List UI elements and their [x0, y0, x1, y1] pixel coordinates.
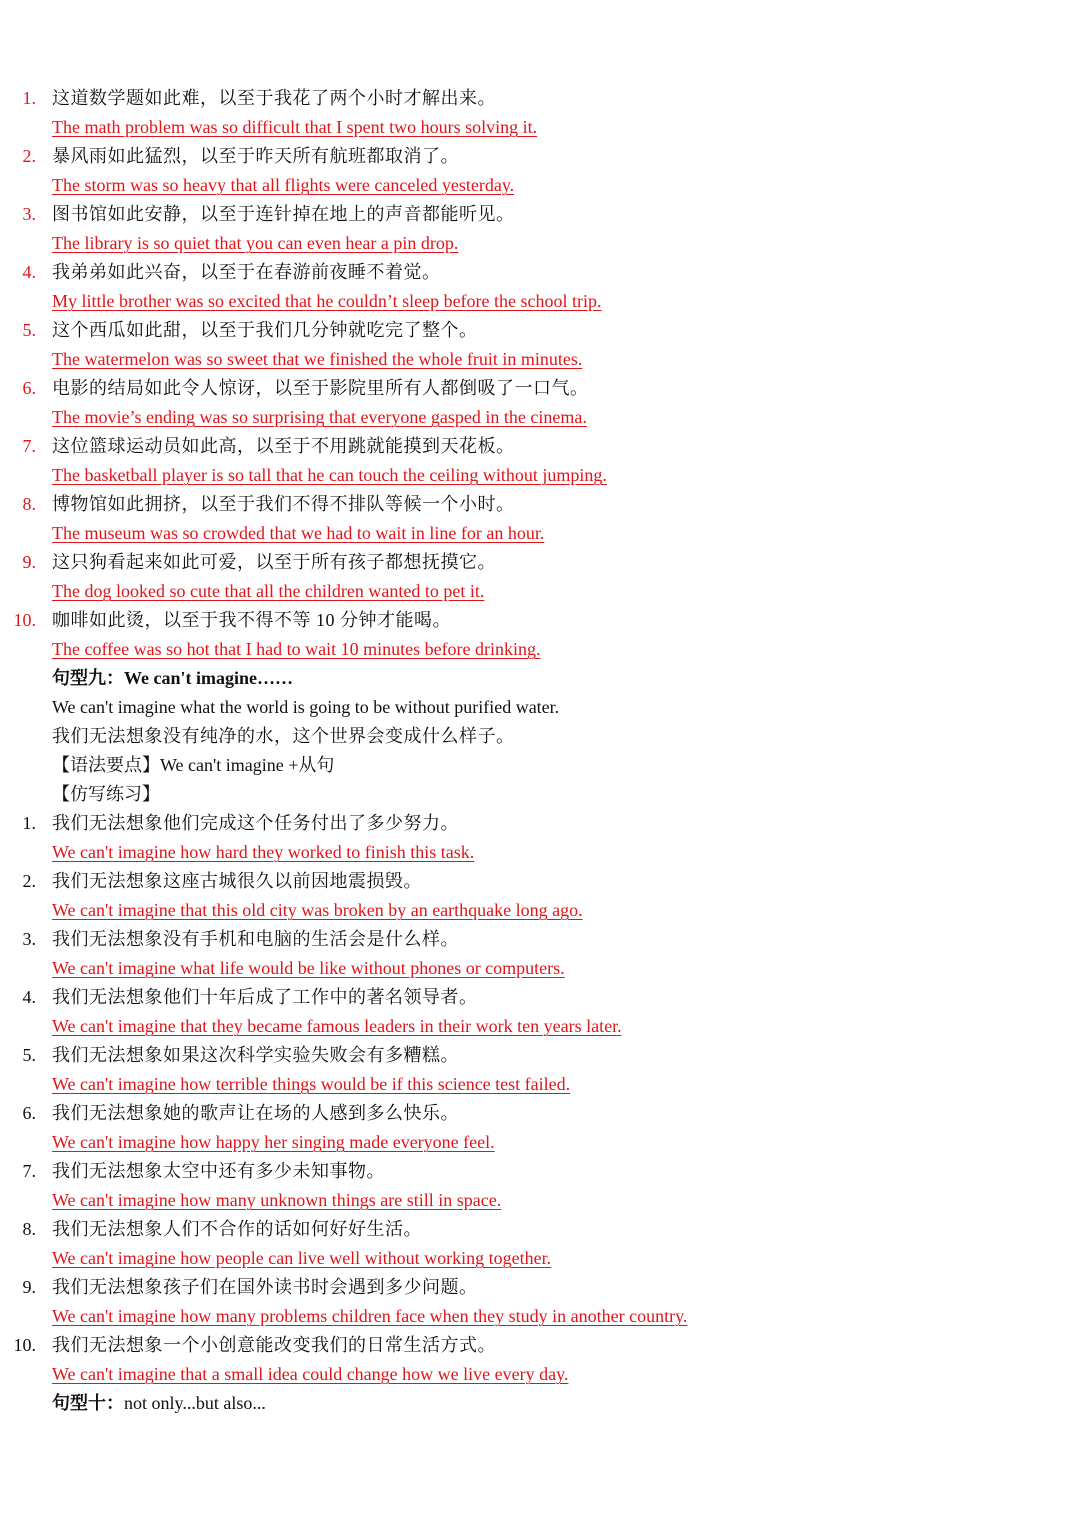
english-answer: The basketball player is so tall that he can touch the ceiling without jumping.: [52, 465, 607, 485]
english-answer: We can't imagine how happy her singing made everyone feel.: [52, 1132, 495, 1152]
list-item: [0, 432, 1080, 461]
list-item: [0, 606, 1080, 635]
answer-row: [0, 1070, 1080, 1099]
chinese-prompt: 这个西瓜如此甜，以至于我们几分钟就吃完了整个。: [52, 320, 478, 340]
answer-row: [0, 1244, 1080, 1273]
english-answer: We can't imagine that they became famous leaders in their work ten years later.: [52, 1016, 622, 1036]
item-number: 3.: [22, 204, 36, 224]
section-10-heading: [0, 1389, 1080, 1418]
section-10-heading-en: not only...but also...: [124, 1393, 266, 1413]
chinese-prompt: 咖啡如此烫，以至于我不得不等 10 分钟才能喝。: [52, 610, 451, 630]
answer-row: [0, 229, 1080, 258]
chinese-prompt: 我们无法想象太空中还有多少未知事物。: [52, 1161, 385, 1181]
list-item: [0, 200, 1080, 229]
list-item: [0, 316, 1080, 345]
answer-row: [0, 838, 1080, 867]
example-sentence-en: We can't imagine what the world is going to be without purified water.: [52, 697, 560, 717]
chinese-prompt: 我们无法想象这座古城很久以前因地震损毁。: [52, 871, 422, 891]
answer-row: [0, 345, 1080, 374]
english-answer: The coffee was so hot that I had to wait 10 minutes before drinking.: [52, 639, 541, 659]
section-9-list: [0, 809, 1080, 1389]
list-item: [0, 867, 1080, 896]
list-item: [0, 809, 1080, 838]
chinese-prompt: 我们无法想象他们完成这个任务付出了多少努力。: [52, 813, 459, 833]
item-number: 2.: [22, 146, 36, 166]
answer-row: [0, 1360, 1080, 1389]
english-answer: The library is so quiet that you can even hear a pin drop.: [52, 233, 459, 253]
english-answer: My little brother was so excited that he couldn’t sleep before the school trip.: [52, 291, 602, 311]
english-answer: The storm was so heavy that all flights were canceled yesterday.: [52, 175, 515, 195]
chinese-prompt: 博物馆如此拥挤，以至于我们不得不排队等候一个小时。: [52, 494, 515, 514]
item-number: 3.: [22, 929, 36, 949]
section-9-example-cn: [0, 722, 1080, 751]
section-9-heading-cn: 句型九：: [52, 668, 124, 688]
answer-row: [0, 113, 1080, 142]
grammar-text: We can't imagine +从句: [160, 755, 335, 775]
item-number: 5.: [22, 1045, 36, 1065]
english-answer: We can't imagine what life would be like without phones or computers.: [52, 958, 565, 978]
english-answer: The math problem was so difficult that I spent two hours solving it.: [52, 117, 538, 137]
english-answer: The movie’s ending was so surprising that everyone gasped in the cinema.: [52, 407, 587, 427]
chinese-prompt: 这只狗看起来如此可爱，以至于所有孩子都想抚摸它。: [52, 552, 496, 572]
chinese-prompt: 我们无法想象人们不合作的话如何好好生活。: [52, 1219, 422, 1239]
list-item: [0, 1331, 1080, 1360]
english-answer: We can't imagine that this old city was broken by an earthquake long ago.: [52, 900, 583, 920]
item-number: 9.: [22, 1277, 36, 1297]
item-number: 6.: [22, 378, 36, 398]
item-number: 10.: [13, 610, 36, 630]
list-item: [0, 374, 1080, 403]
item-number: 1.: [22, 813, 36, 833]
item-number: 8.: [22, 494, 36, 514]
list-item: [0, 925, 1080, 954]
chinese-prompt: 我们无法想象没有手机和电脑的生活会是什么样。: [52, 929, 459, 949]
chinese-prompt: 图书馆如此安静，以至于连针掉在地上的声音都能听见。: [52, 204, 515, 224]
english-answer: We can't imagine how terrible things would be if this science test failed.: [52, 1074, 571, 1094]
english-answer: We can't imagine how hard they worked to finish this task.: [52, 842, 475, 862]
english-answer: We can't imagine how people can live well without working together.: [52, 1248, 552, 1268]
list-item: [0, 142, 1080, 171]
answer-row: [0, 1302, 1080, 1331]
english-answer: We can't imagine that a small idea could change how we live every day.: [52, 1364, 569, 1384]
english-answer: The dog looked so cute that all the children wanted to pet it.: [52, 581, 485, 601]
item-number: 6.: [22, 1103, 36, 1123]
english-answer: We can't imagine how many problems children face when they study in another country.: [52, 1306, 688, 1326]
list-item: [0, 1099, 1080, 1128]
chinese-prompt: 我们无法想象孩子们在国外读书时会遇到多少问题。: [52, 1277, 478, 1297]
item-number: 7.: [22, 436, 36, 456]
grammar-label: 【语法要点】: [52, 755, 160, 775]
english-answer: The watermelon was so sweet that we finished the whole fruit in minutes.: [52, 349, 583, 369]
list-item: [0, 1041, 1080, 1070]
answer-row: [0, 287, 1080, 316]
answer-row: [0, 635, 1080, 664]
answer-row: [0, 461, 1080, 490]
list-item: [0, 1273, 1080, 1302]
section-9-grammar: [0, 751, 1080, 780]
answer-row: [0, 896, 1080, 925]
chinese-prompt: 这道数学题如此难，以至于我花了两个小时才解出来。: [52, 88, 496, 108]
list-item: [0, 1157, 1080, 1186]
list-item: [0, 548, 1080, 577]
section-8-list: [0, 84, 1080, 664]
worksheet-page: [0, 84, 1080, 1418]
item-number: 4.: [22, 262, 36, 282]
section-9-heading: [0, 664, 1080, 693]
list-item: [0, 258, 1080, 287]
english-answer: We can't imagine how many unknown things are still in space.: [52, 1190, 502, 1210]
chinese-prompt: 暴风雨如此猛烈，以至于昨天所有航班都取消了。: [52, 146, 459, 166]
section-10-heading-cn: 句型十：: [52, 1393, 124, 1413]
item-number: 2.: [22, 871, 36, 891]
answer-row: [0, 1128, 1080, 1157]
chinese-prompt: 我们无法想象她的歌声让在场的人感到多么快乐。: [52, 1103, 459, 1123]
item-number: 10.: [13, 1335, 36, 1355]
practice-label: 【仿写练习】: [52, 784, 160, 804]
item-number: 7.: [22, 1161, 36, 1181]
list-item: [0, 983, 1080, 1012]
english-answer: The museum was so crowded that we had to wait in line for an hour.: [52, 523, 545, 543]
item-number: 4.: [22, 987, 36, 1007]
item-number: 1.: [22, 88, 36, 108]
answer-row: [0, 171, 1080, 200]
answer-row: [0, 1186, 1080, 1215]
answer-row: [0, 954, 1080, 983]
item-number: 8.: [22, 1219, 36, 1239]
chinese-prompt: 我弟弟如此兴奋，以至于在春游前夜睡不着觉。: [52, 262, 441, 282]
chinese-prompt: 电影的结局如此令人惊讶，以至于影院里所有人都倒吸了一口气。: [52, 378, 589, 398]
section-9-example-en: [0, 693, 1080, 722]
chinese-prompt: 我们无法想象一个小创意能改变我们的日常生活方式。: [52, 1335, 496, 1355]
list-item: [0, 1215, 1080, 1244]
chinese-prompt: 这位篮球运动员如此高，以至于不用跳就能摸到天花板。: [52, 436, 515, 456]
answer-row: [0, 519, 1080, 548]
item-number: 5.: [22, 320, 36, 340]
answer-row: [0, 403, 1080, 432]
section-9-heading-en: We can't imagine……: [124, 668, 293, 688]
item-number: 9.: [22, 552, 36, 572]
answer-row: [0, 1012, 1080, 1041]
chinese-prompt: 我们无法想象他们十年后成了工作中的著名领导者。: [52, 987, 478, 1007]
chinese-prompt: 我们无法想象如果这次科学实验失败会有多糟糕。: [52, 1045, 459, 1065]
section-9-practice-label: [0, 780, 1080, 809]
list-item: [0, 84, 1080, 113]
example-sentence-cn: 我们无法想象没有纯净的水，这个世界会变成什么样子。: [52, 726, 515, 746]
answer-row: [0, 577, 1080, 606]
list-item: [0, 490, 1080, 519]
